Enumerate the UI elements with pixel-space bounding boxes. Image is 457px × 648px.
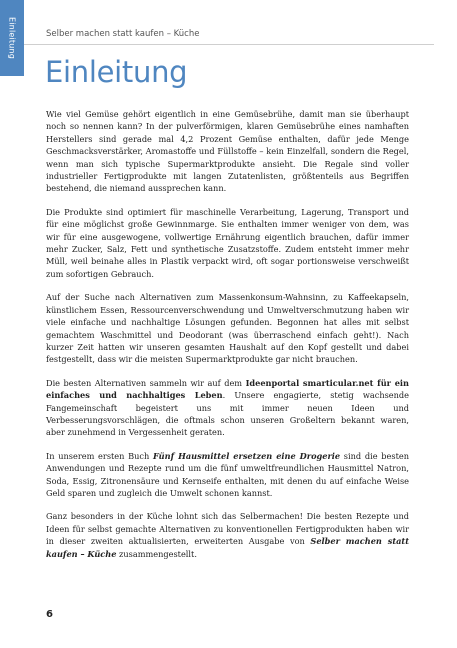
paragraph	[46, 206, 409, 280]
paragraph	[46, 291, 409, 365]
paragraph	[46, 108, 409, 195]
book-title-reference: Selber machen statt kaufen – Küche	[46, 536, 409, 559]
paragraph-text: Die besten Alternativen sammeln wir auf dem	[46, 377, 246, 388]
paragraph-text: Die Produkte sind optimiert für maschinelle Verarbeitung, Lagerung, Transport und für eine möglichst große Gewinnmarge. Sie enthalten immer weniger von dem, was wir für eine ausgewogene, vollwertige Ernährung eigentlich brauchen, dafür immer mehr Zucker, Salz, Fett und synthetische Zusatzstoffe. Zudem entsteht immer mehr Müll, weil beinahe alles in Plastik verpackt wird, oft sogar portionsweise verschweißt zum sofortigen Gebrauch.	[46, 206, 409, 279]
paragraph-text: Ganz besonders in der Küche lohnt sich das Selbermachen! Die besten Rezepte und Ideen für selbst gemachte Alternativen zu konventionellen Fertigprodukten haben wir in dieser zweiten aktualisierten, erweiterten Ausgabe von	[46, 511, 409, 547]
paragraph	[46, 377, 409, 439]
paragraph-text: Wie viel Gemüse gehört eigentlich in eine Gemüsebrühe, damit man sie überhaupt noch so nennen kann? In der pulverförmigen, klaren Gemüsebrühe eines namhaften Herstellers sind gerade mal 4,2 Prozent Gemüse enthalten, dafür jede Menge Geschmacksverstärker, Aromastoffe und Füllstoffe – kein Einzelfall, sondern die Regel, wenn man sich typische Supermarktprodukte ansieht. Die Regale sind voller industrieller Fertigprodukte mit langen Zutatenlisten, größtenteils aus Begriffen bestehend, die niemand aussprechen kann.	[46, 109, 409, 194]
header-rule	[24, 44, 434, 45]
paragraph-text: sind die besten Anwendungen und Rezepte rund um die fünf umweltfreundlichen Hausmittel Natron, Soda, Essig, Zitronensäure und Kernseife enthalten, mit denen du auf einfache Weise Geld sparen und zugleich die Umwelt schonen kannst.	[46, 450, 409, 498]
page-number: 6	[46, 609, 53, 620]
chapter-side-tab-label: Einleitung	[7, 16, 17, 60]
chapter-side-tab	[0, 0, 24, 76]
paragraph	[46, 510, 409, 560]
website-reference: Ideenportal smarticular.net für ein einfaches und nachhaltiges Leben	[46, 377, 409, 401]
paragraph-text: In unserem ersten Buch	[46, 450, 154, 461]
paragraph-text: zusammengestellt.	[116, 548, 197, 559]
paragraph	[46, 450, 409, 500]
paragraph-text: Auf der Suche nach Alternativen zum Massenkonsum-Wahnsinn, zu Kaffeekapseln, künstlichem Essen, Ressourcenverschwendung und Umweltverschmutzung haben wir viele einfache und nachhaltige Lösungen gefunden. Begonnen hat alles mit selbst gemachtem Waschmittel und Deodorant (was überraschend einfach geht!). Nach kurzer Zeit hatten wir unseren gesamten Haushalt auf den Kopf gestellt und dabei festgestellt, dass wir die meisten Supermarktprodukte gar nicht brauchen.	[46, 292, 409, 365]
book-title-reference: Fünf Hausmittel ersetzen eine Drogerie	[153, 450, 341, 461]
body-text	[46, 108, 409, 571]
chapter-title: Einleitung	[45, 55, 188, 89]
running-header: Selber machen statt kaufen – Küche	[46, 29, 200, 39]
paragraph-text: . Unsere engagierte, stetig wachsende Fangemeinschaft begeistert uns mit immer neuen Ideen und Verbesserungsvorschlägen, die oftmals schon unseren Großeltern bekannt waren, aber zunehmend in Vergessenheit geraten.	[46, 390, 410, 438]
